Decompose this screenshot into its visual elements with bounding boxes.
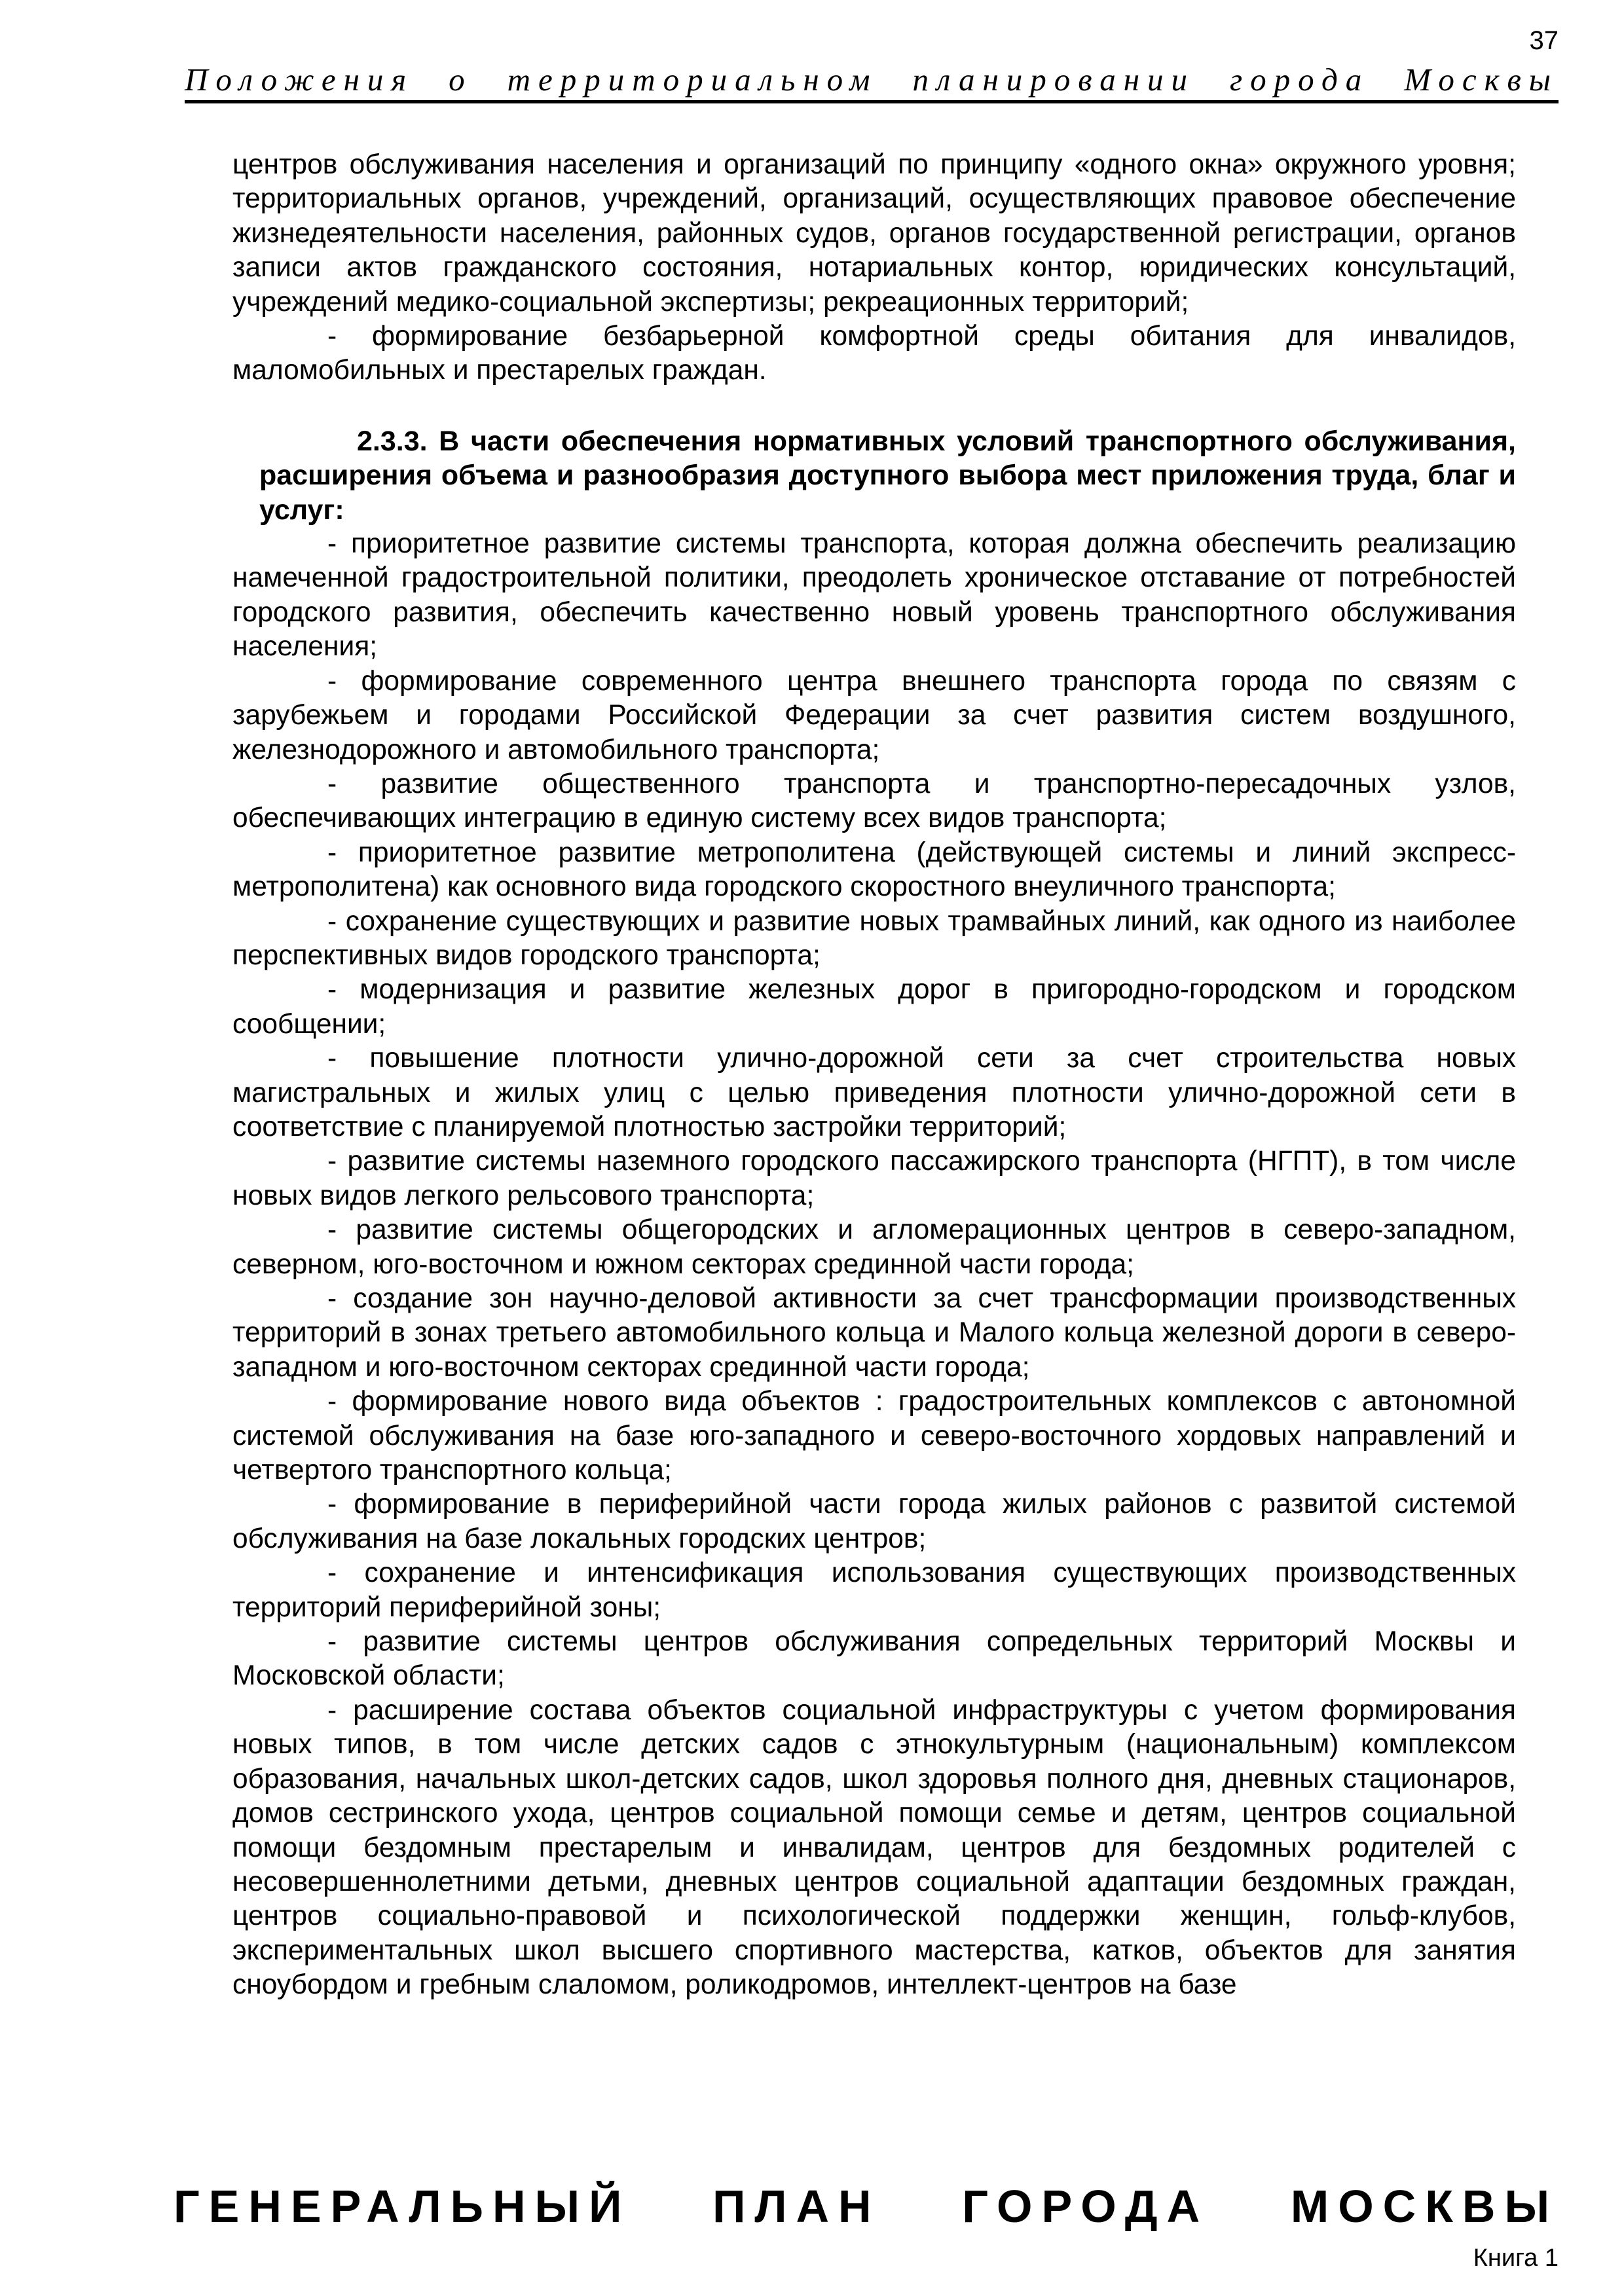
list-item: - развитие системы общегородских и агломерационных центров в северо-западном, северном, юго-восточном и южном секторах срединной части города; (232, 1214, 1516, 1280)
list-item: - сохранение существующих и развитие новых трамвайных линий, как одного из наиболее перспективных видов городского транспорта; (232, 905, 1516, 971)
list-item: - модернизация и развитие железных дорог в пригородно-городском и городском сообщении; (232, 974, 1516, 1040)
document-body (232, 148, 1516, 2003)
list-item: - расширение состава объектов социальной инфраструктуры с учетом формирования новых типов, в том числе детских садов с этнокультурным (национальным) комплексом образования, начальных школ-детских садов, школ здоровья полного дня, дневных стационаров, домов сестринского ухода, центров социальной помощи семье и детям, центров социальной помощи бездомным престарелым и инвалидам, центров для бездомных родителей с несовершеннолетними детьми, дневных центров социальной адаптации бездомных граждан, центров социально-правовой и психологической поддержки женщин, гольф-клубов, экспериментальных школ высшего спортивного мастерства, катков, объектов для занятия сноубордом и гребным слаломом, роликодромов, интеллект-центров на базе (232, 1694, 1516, 2001)
page-number: 37 (1529, 26, 1559, 55)
list-item: - сохранение и интенсификация использования существующих производственных территорий периферийной зоны; (232, 1558, 1516, 1623)
header-rule (185, 100, 1559, 103)
footer-book-label: Книга 1 (1473, 2244, 1559, 2272)
list-item: - создание зон научно-деловой активности за счет трансформации производственных территорий в зонах третьего автомобильного кольца и Малого кольца железной дороги в северо-западном и юго-восточном секторах срединной части города; (232, 1283, 1516, 1383)
section-heading: 2.3.3. В части обеспечения нормативных условий транспортного обслуживания, расширения объема и разнообразия доступного выбора мест приложения труда, благ и услуг: (259, 425, 1516, 526)
list-item: - повышение плотности улично-дорожной сети за счет строительства новых магистральных и жилых улиц с целью приведения плотности улично-дорожной сети в соответствие с планируемой плотностью застройки территорий; (232, 1043, 1516, 1142)
intro-paragraph: центров обслуживания населения и организаций по принципу «одного окна» окружного уровня; территориальных органов, учреждений, организаций, осуществляющих правовое обеспечение жизнедеятельности населения, районных судов, органов государственной регистрации, органов записи актов гражданского состояния, нотариальных контор, юридических консультаций, учреждений медико-социальной экспертизы; рекреационных территорий; (232, 149, 1516, 318)
list-item: - развитие общественного транспорта и транспортно-пересадочных узлов, обеспечивающих интеграцию в единую систему всех видов транспорта; (232, 768, 1516, 834)
list-item: - формирование современного центра внешнего транспорта города по связям с зарубежьем и городами Российской Федерации за счет развития систем воздушного, железнодорожного и автомобильного транспорта; (232, 665, 1516, 765)
list-item: - приоритетное развитие системы транспорта, которая должна обеспечить реализацию намеченной градостроительной политики, преодолеть хроническое отставание от потребностей городского развития, обеспечить качественно новый уровень транспортного обслуживания населения; (232, 528, 1516, 663)
list-item: - формирование в периферийной части города жилых районов с развитой системой обслуживания на базе локальных городских центров; (232, 1489, 1516, 1554)
intro-list-item: - формирование безбарьерной комфортной среды обитания для инвалидов, маломобильных и престарелых граждан. (232, 321, 1516, 386)
list-item: - приоритетное развитие метрополитена (действующей системы и линий экспресс-метрополитена) как основного вида городского скоростного внеуличного транспорта; (232, 837, 1516, 903)
list-item: - развитие системы наземного городского пассажирского транспорта (НГПТ), в том числе новых видов легкого рельсового транспорта; (232, 1146, 1516, 1211)
running-header: Положения о территориальном планировании города Москвы (185, 62, 1559, 98)
list-item: - развитие системы центров обслуживания сопредельных территорий Москвы и Московской области; (232, 1626, 1516, 1692)
footer-title: ГЕНЕРАЛЬНЫЙ ПЛАН ГОРОДА МОСКВЫ (174, 2181, 1559, 2232)
list-item: - формирование нового вида объектов : градостроительных комплексов с автономной системой обслуживания на базе юго-западного и северо-восточного хордовых направлений и четвертого транспортного кольца; (232, 1386, 1516, 1486)
